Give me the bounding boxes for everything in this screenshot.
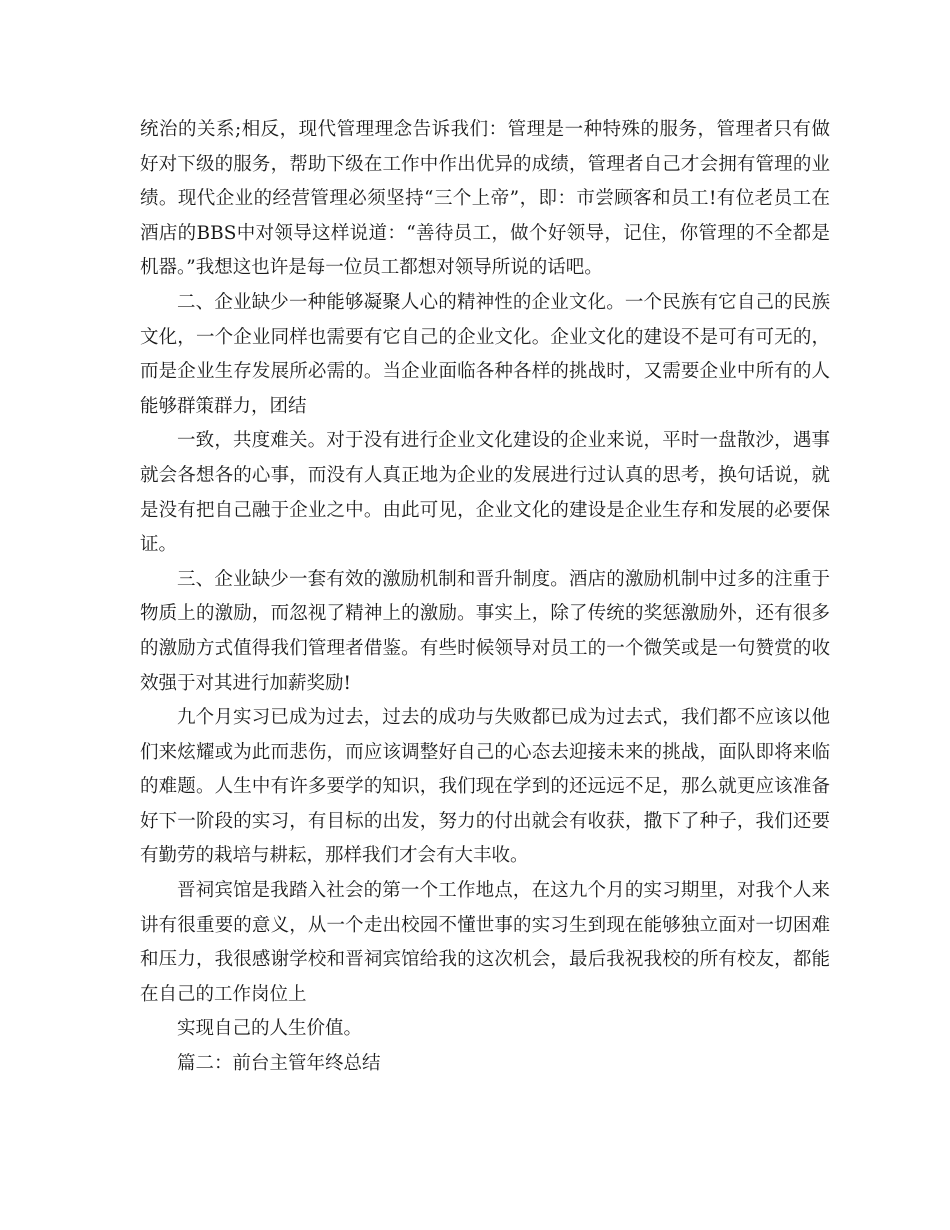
section-heading: 篇二：前台主管年终总结 [177,1053,381,1075]
document-body [140,113,830,1082]
paragraph-5: 九个月实习已成为过去，过去的成功与失败都已成为过去式，我们都不应该以他们来炫耀或为此而悲伤，而应该调整好自己的心态去迎接未来的挑战，面队即将来临的难题。人生中有许多要学的知识，我们现在学到的还远远不足，那么就更应该准备好下一阶段的实习，有目标的出发，努力的付出就会有收获，撒下了种子，我们还要有勤劳的栽培与耕耘，那样我们才会有大丰收。 [140,707,830,867]
paragraph-1: 统治的关系;相反，现代管理理念告诉我们：管理是一种特殊的服务，管理者只有做好对下级的服务，帮助下级在工作中作出优异的成绩，管理者自己才会拥有管理的业绩。现代企业的经营管理必须坚持“三个上帝”，即：市尝顾客和员工!有位老员工在酒店的BBS中对领导这样说道：“善待员工，做个好领导，记住，你管理的不全都是机器。”我想这也许是每一位员工都想对领导所说的话吧。 [140,119,830,279]
paragraph-7: 实现自己的人生价值。 [177,1018,363,1040]
paragraph-3: 一致，共度难关。对于没有进行企业文化建设的企业来说，平时一盘散沙，遇事就会各想各的心事，而没有人真正地为企业的发展进行过认真的思考，换句话说，就是没有把自己融于企业之中。由此可见，企业文化的建设是企业生存和发展的必要保证。 [140,430,830,556]
paragraph-4: 三、企业缺少一套有效的激励机制和晋升制度。酒店的激励机制中过多的注重于物质上的激励，而忽视了精神上的激励。事实上，除了传统的奖惩激励外，还有很多的激励方式值得我们管理者借鉴。有些时候领导对员工的一个微笑或是一句赞赏的收效强于对其进行加薪奖励! [140,568,830,694]
paragraph-6: 晋祠宾馆是我踏入社会的第一个工作地点，在这九个月的实习期里，对我个人来讲有很重要的意义，从一个走出校园不懂世事的实习生到现在能够独立面对一切困难和压力，我很感谢学校和晋祠宾馆给我的这次机会，最后我祝我校的所有校友，都能在自己的工作岗位上 [140,880,830,1005]
paragraph-2: 二、企业缺少一种能够凝聚人心的精神性的企业文化。一个民族有它自己的民族文化，一个企业同样也需要有它自己的企业文化。企业文化的建设不是可有可无的，而是企业生存发展所必需的。当企业面临各种各样的挑战时，又需要企业中所有的人能够群策群力，团结 [140,291,830,417]
